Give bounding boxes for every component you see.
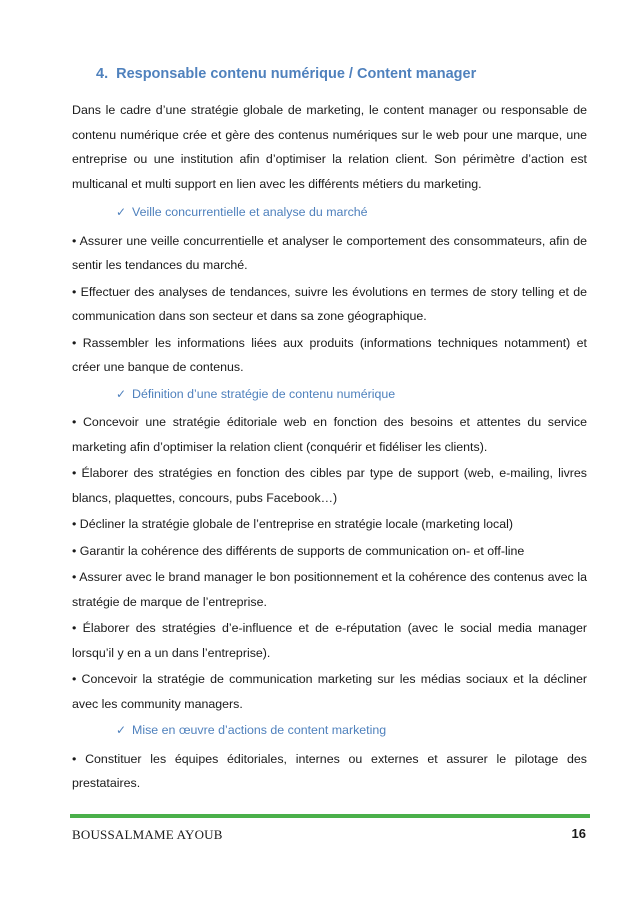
- checkmark-icon: ✓: [116, 723, 127, 737]
- bullet-paragraph: • Assurer avec le brand manager le bon positionnement et la cohérence des contenus avec la stratégie de marque de l’entreprise.: [72, 570, 587, 609]
- bullet-paragraph: • Garantir la cohérence des différents de supports de communication on- et off-line: [72, 543, 525, 558]
- bullet-paragraph: • Concevoir une stratégie éditoriale web en fonction des besoins et attentes du service marketing afin d’optimiser la relation client (conquérir et fidéliser les clients).: [72, 415, 587, 454]
- subsection-title: Définition d’une stratégie de contenu numérique: [132, 386, 396, 401]
- footer-author: BOUSSALMAME AYOUB: [72, 827, 223, 842]
- subsection-heading-mise-en-oeuvre: [72, 718, 587, 743]
- bullet-paragraph: • Élaborer des stratégies en fonction des cibles par type de support (web, e-mailing, livres blancs, plaquettes, concours, pubs Facebook…): [72, 466, 587, 505]
- bullet-paragraph: • Rassembler les informations liées aux produits (informations techniques notamment) et créer une banque de contenus.: [72, 335, 587, 374]
- bullet-paragraph: • Constituer les équipes éditoriales, internes ou externes et assurer le pilotage des prestataires.: [72, 751, 587, 790]
- bullet-paragraph: • Décliner la stratégie globale de l’entreprise en stratégie locale (marketing local): [72, 517, 513, 531]
- bullet-paragraph: • Assurer une veille concurrentielle et analyser le comportement des consommateurs, afin de sentir les tendances du marché.: [72, 233, 587, 272]
- subsection-heading-veille: [72, 200, 587, 225]
- footer-rule: [70, 814, 590, 818]
- page-number: 16: [571, 826, 586, 841]
- section-number: 4.: [96, 66, 109, 82]
- page-content: [72, 98, 587, 798]
- checkmark-icon: ✓: [116, 386, 127, 401]
- subsection-title: Veille concurrentielle et analyse du marché: [132, 205, 368, 219]
- section-heading: [96, 66, 476, 82]
- section-title: Responsable contenu numérique / Content manager: [116, 66, 477, 82]
- checkmark-icon: ✓: [116, 205, 127, 219]
- bullet-paragraph: • Concevoir la stratégie de communication marketing sur les médias sociaux et la décliner avec les community managers.: [72, 672, 587, 711]
- bullet-paragraph: • Élaborer des stratégies d’e-influence et de e-réputation (avec le social media manager lorsqu’il y en a un dans l’entreprise).: [72, 621, 587, 660]
- subsection-heading-strategie: [72, 382, 587, 407]
- bullet-paragraph: • Effectuer des analyses de tendances, suivre les évolutions en termes de story telling et de communication dans son secteur et dans sa zone géographique.: [72, 284, 587, 323]
- subsection-title: Mise en œuvre d’actions de content marketing: [132, 723, 387, 737]
- intro-paragraph: Dans le cadre d’une stratégie globale de marketing, le content manager ou responsable de contenu numérique crée et gère des contenus numériques sur le web pour une marque, une entreprise ou une institution afin d’optimiser la relation client. Son périmètre d’action est multicanal et multi support en lien avec les différents métiers du marketing.: [72, 103, 587, 191]
